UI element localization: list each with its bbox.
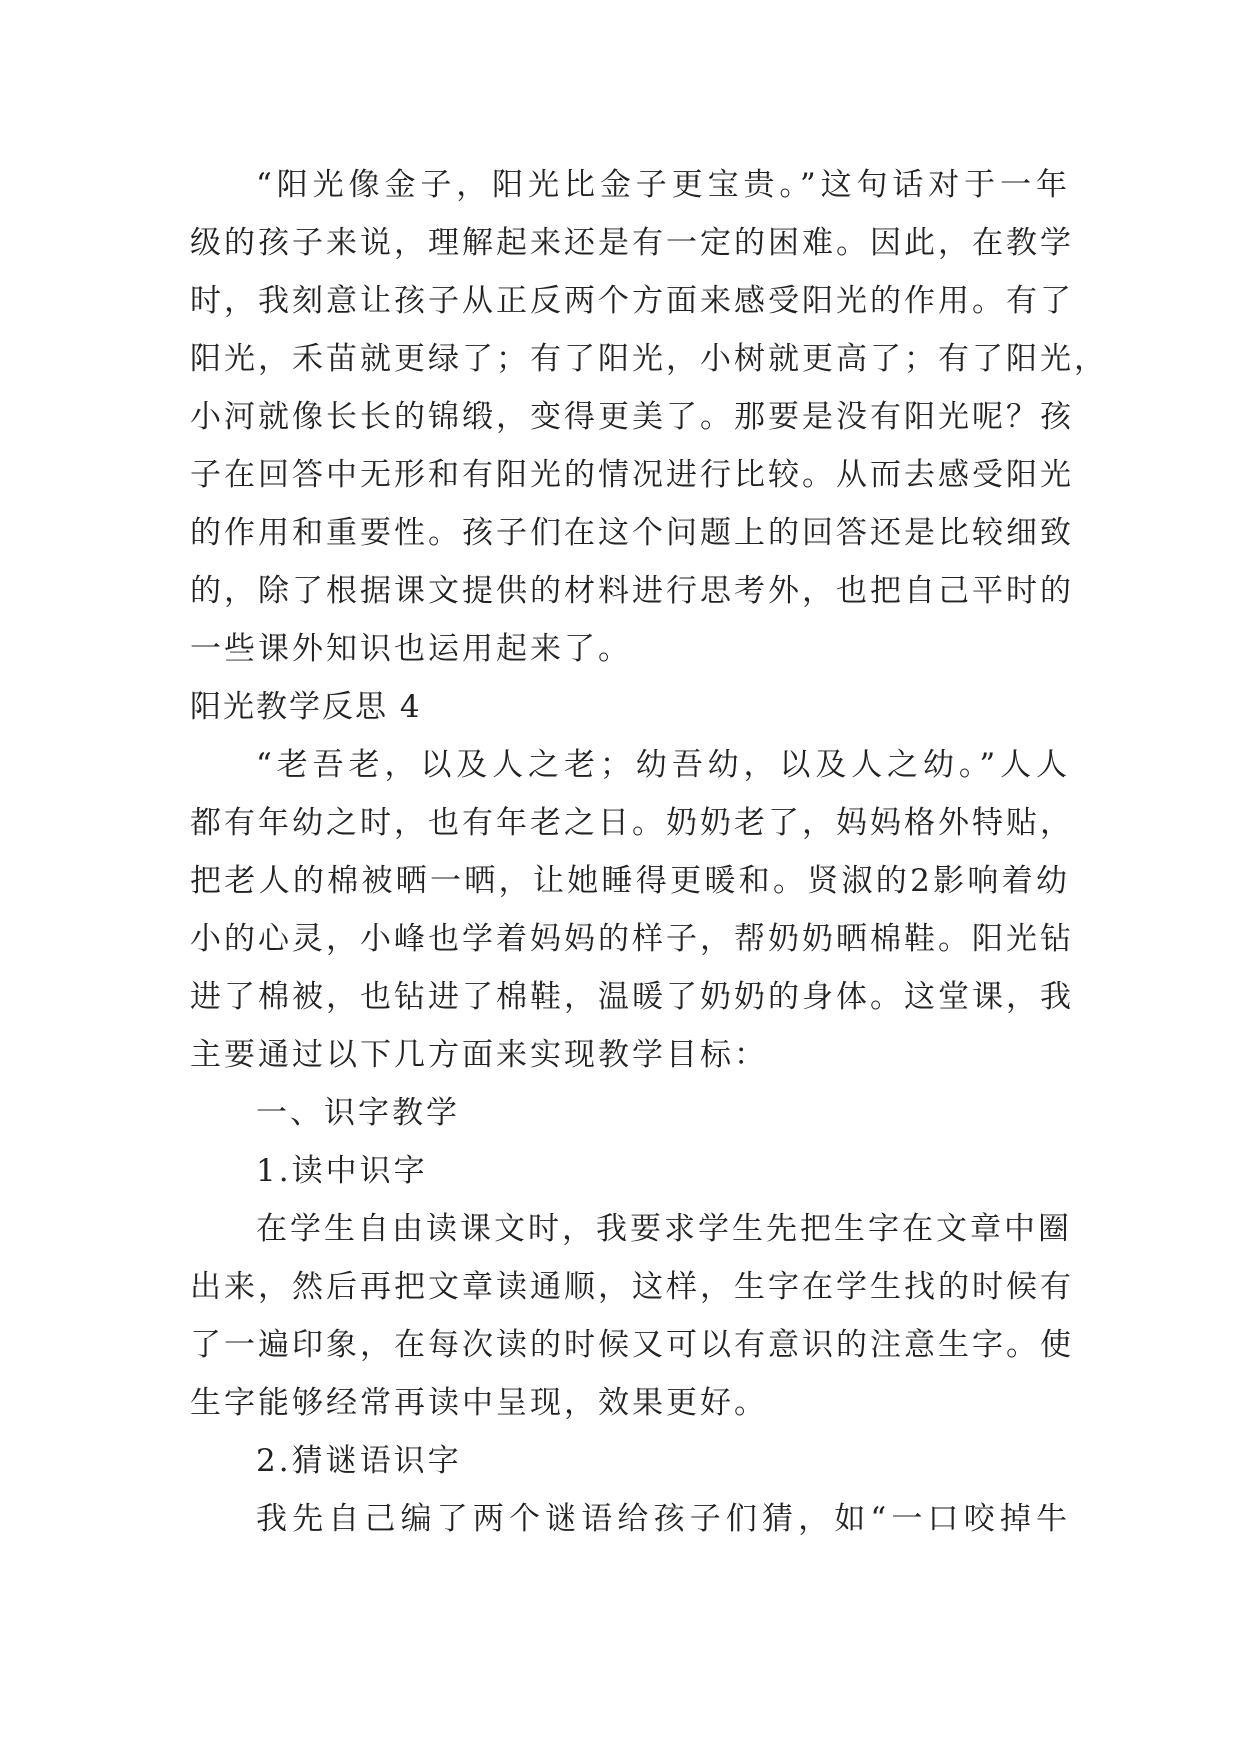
paragraph-line: “老吾老，以及人之老；幼吾幼，以及人之幼。”人人 [256,747,1070,783]
paragraph-line: 了一遍印象，在每次读的时候又可以有意识的注意生字。使 [190,1327,1074,1363]
paragraph-line: 小河就像长长的锦缎，变得更美了。那要是没有阳光呢？孩 [190,399,1074,435]
paragraph-line: 子在回答中无形和有阳光的情况进行比较。从而去感受阳光 [190,457,1074,493]
item-title: 1.读中识字 [256,1153,428,1189]
paragraph-line: 出来，然后再把文章读通顺，这样，生字在学生找的时候有 [190,1269,1074,1305]
paragraph-line: 我先自己编了两个谜语给孩子们猜，如“一口咬掉牛 [256,1501,1070,1537]
paragraph-line: 一些课外知识也运用起来了。 [190,631,632,667]
paragraph-line: 小的心灵，小峰也学着妈妈的样子，帮奶奶晒棉鞋。阳光钻 [190,921,1074,957]
paragraph-line: 时，我刻意让孩子从正反两个方面来感受阳光的作用。有了 [190,283,1074,319]
paragraph-line: 把老人的棉被晒一晒，让她睡得更暖和。贤淑的2影响着幼 [190,863,1070,899]
paragraph-line: 阳光，禾苗就更绿了；有了阳光，小树就更高了；有了阳光， [190,341,1108,377]
subheading: 一、识字教学 [256,1095,460,1131]
paragraph-line: 在学生自由读课文时，我要求学生先把生字在文章中圈 [256,1211,1072,1247]
paragraph-line: 的作用和重要性。孩子们在这个问题上的回答还是比较细致 [190,515,1074,551]
paragraph-line: 级的孩子来说，理解起来还是有一定的困难。因此，在教学 [190,225,1074,261]
item-title: 2.猜谜语识字 [256,1443,462,1479]
paragraph-line: 主要通过以下几方面来实现教学目标： [190,1037,768,1073]
paragraph-line: 进了棉被，也钻进了棉鞋，温暖了奶奶的身体。这堂课，我 [190,979,1074,1015]
section-title: 阳光教学反思 4 [190,689,422,725]
paragraph-line: 的，除了根据课文提供的材料进行思考外，也把自己平时的 [190,573,1074,609]
paragraph-line: 都有年幼之时，也有年老之日。奶奶老了，妈妈格外特贴， [190,805,1074,841]
paragraph-line: “阳光像金子，阳光比金子更宝贵。”这句话对于一年 [256,167,1070,203]
paragraph-line: 生字能够经常再读中呈现，效果更好。 [190,1385,768,1421]
